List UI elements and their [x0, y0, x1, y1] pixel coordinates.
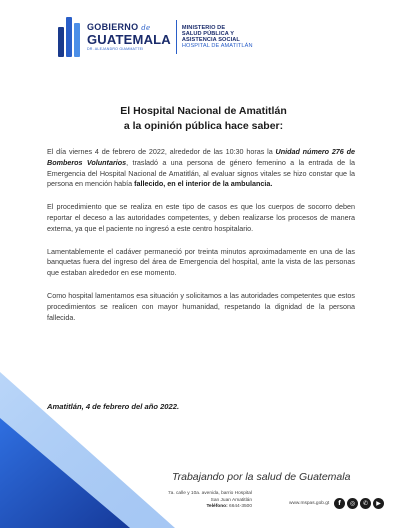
hospital-name: HOSPITAL DE AMATITLÁN	[181, 43, 253, 50]
address-line-1: 7a. calle y 10a. avenida, barrio Hospital	[168, 491, 252, 496]
president-name: DR. ALEJANDRO GIAMMATTEI	[87, 46, 144, 51]
gobierno-wordmark	[87, 23, 171, 52]
title-line-2: a la opinión pública hace saber:	[123, 119, 284, 132]
logo-bars-icon	[58, 17, 82, 57]
whatsapp-icon: ✆	[360, 498, 371, 509]
paragraph-3: Lamentablemente el cadáver permaneció por treinta minutos aproximadamente en una de las banquetas fuera del ingreso del área de Emergencia del hospital, ante la vista de las personas que estaban alrededor en ese momento.	[47, 246, 355, 278]
paragraph-1	[47, 147, 355, 190]
paragraph-1-text-a: El día viernes 4 de febrero de 2022, alrededor de las 10:30 horas la	[47, 147, 276, 156]
ministry-line-1: MINISTERIO DE	[181, 24, 226, 31]
youtube-icon: ▶	[373, 498, 384, 509]
ministry-line-2: SALUD PÚBLICA Y	[181, 30, 235, 37]
logo-divider	[176, 20, 177, 54]
paragraph-1-deceased: fallecido, en el interior de la ambulancia.	[134, 179, 273, 189]
document-date: Amatitlán, 4 de febrero del año 2022.	[47, 402, 180, 411]
social-icons	[334, 498, 384, 509]
instagram-icon: ◎	[347, 498, 358, 509]
paragraph-1-unit: Unidad número 276 de Bomberos Voluntarios	[47, 147, 355, 167]
ministry-line-3: ASISTENCIA SOCIAL	[181, 37, 240, 43]
title-line-1: El Hospital Nacional de Amatitlán	[120, 105, 287, 117]
document-body	[47, 147, 355, 335]
footer-website: www.mspas.gob.gt	[289, 501, 330, 506]
government-logo	[58, 14, 253, 60]
footer-address	[160, 491, 252, 511]
phone-number: 6644-3500	[229, 504, 252, 510]
address-line-2: San Juan Amatitlán	[210, 497, 252, 503]
facebook-icon: f	[334, 498, 345, 509]
paragraph-2: El procedimiento que se realiza en este tipo de casos es que los cuerpos de socorro deben reportar el deceso a las autoridades competentes, y deben realizarse los procesos de manera externa, ya que el paciente no ingresó a este centro hospitalario.	[47, 202, 355, 233]
footer-tagline: Trabajando por la salud de Guatemala	[172, 471, 351, 483]
gobierno-de: de	[141, 23, 151, 32]
paragraph-4: Como hospital lamentamos esa situación y solicitamos a las autoridades competentes que estos procedimientos se realicen con mayor humanidad, respetando la dignidad de la persona fallecida.	[47, 290, 355, 322]
document-title	[0, 104, 407, 133]
guatemala-label: GUATEMALA	[87, 31, 171, 47]
gobierno-label: GOBIERNO	[87, 21, 139, 32]
ministry-block	[182, 25, 253, 50]
phone-label: Teléfono:	[206, 504, 228, 510]
paragraph-1-text-c: , trasladó a una persona de género femenino a la entrada de la Emergencia del Hospital Nacional de Amatitlán, al evaluar signos vitales se hizo constar que la persona en mención había	[47, 157, 355, 189]
